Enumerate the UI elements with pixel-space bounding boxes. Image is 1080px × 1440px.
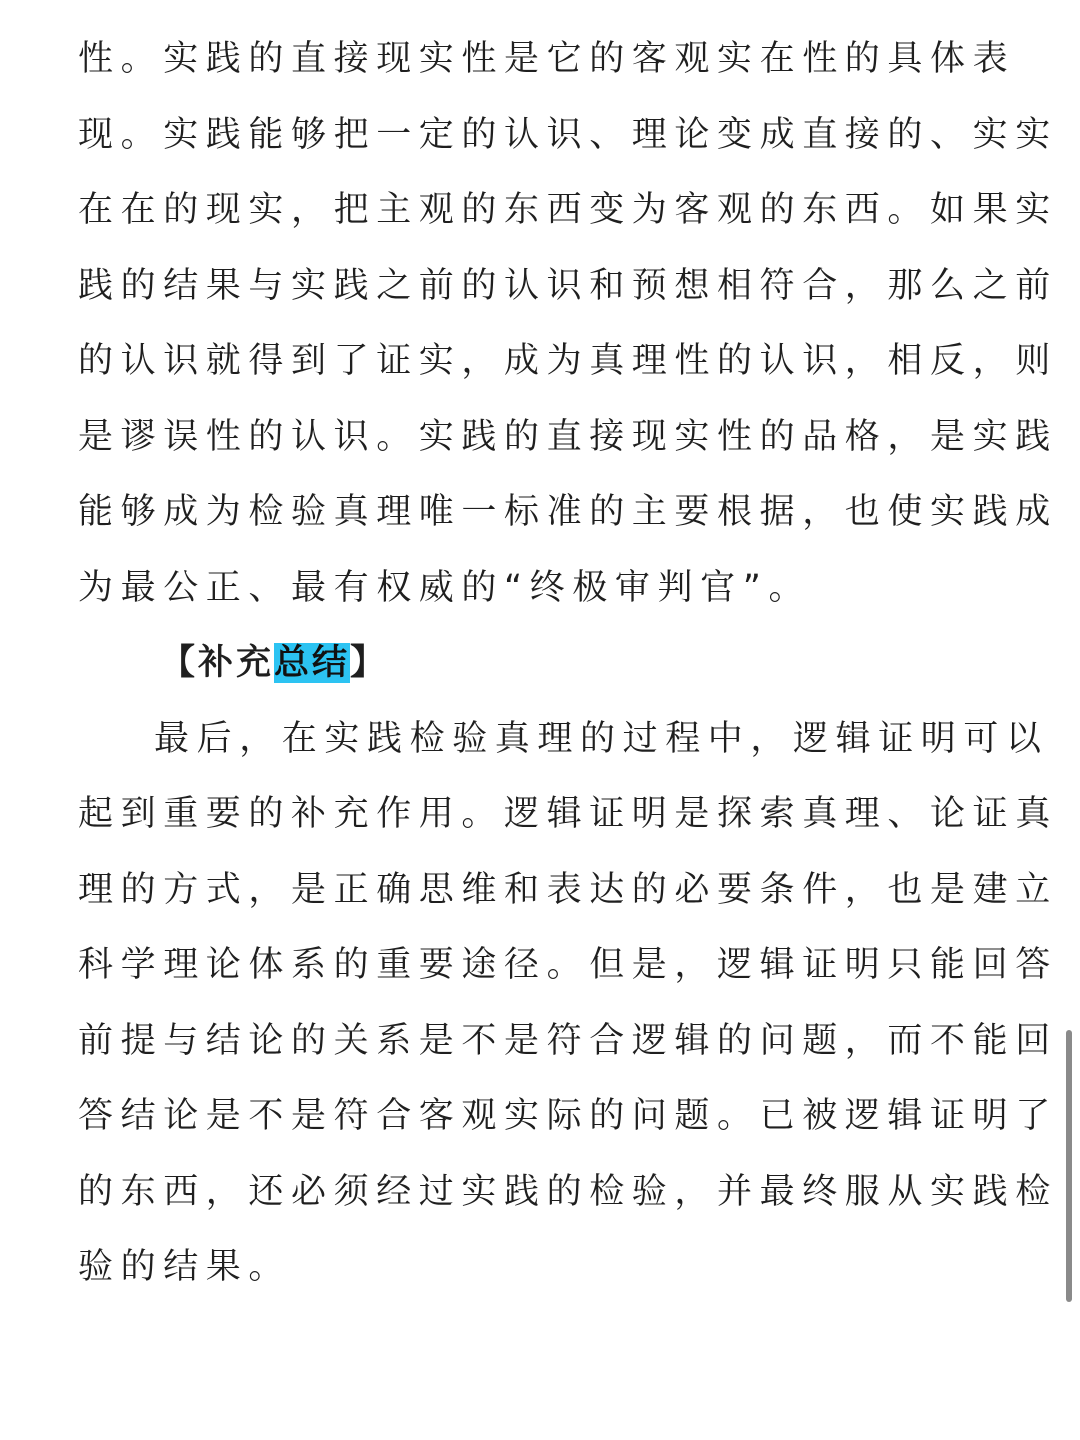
document-body [78, 22, 1058, 1306]
text-line: 前提与结论的关系是不是符合逻辑的问题，而不能回 [78, 1020, 1058, 1061]
text-line: 在在的现实，把主观的东西变为客观的东西。如果实 [78, 190, 1058, 230]
text-line: 理的方式，是正确思维和表达的必要条件，也是建立 [78, 869, 1058, 910]
text-line: 的东西，还必须经过实践的检验，并最终服从实践检 [78, 1171, 1058, 1212]
section-heading [78, 626, 1002, 702]
text-line: 能够成为检验真理唯一标准的主要根据，也使实践成 [78, 492, 1058, 532]
text-line: 答结论是不是符合客观实际的问题。已被逻辑证明了 [78, 1096, 1058, 1136]
text-line: 科学理论体系的重要途径。但是，逻辑证明只能回答 [78, 945, 1058, 985]
text-line: 起到重要的补充作用。逻辑证明是探索真理、论证真 [78, 794, 1058, 834]
highlighted-text[interactable]: 总结 [274, 643, 351, 683]
text-line: 现。实践能够把一定的认识、理论变成直接的、实实 [78, 114, 1058, 155]
text-line: 践的结果与实践之前的认识和预想相符合，那么之前 [78, 265, 1058, 306]
text-line: 为最公正、最有权威的“终极审判官”。 [78, 567, 812, 608]
text-line: 性。实践的直接现实性是它的客观实在性的具体表 [78, 39, 1016, 79]
text-line: 是谬误性的认识。实践的直接现实性的品格，是实践 [78, 416, 1058, 457]
paragraph-first-line: 最后，在实践检验真理的过程中，逻辑证明可以 [154, 718, 1049, 759]
heading-suffix: 】 [350, 643, 389, 683]
text-line: 验的结果。 [78, 1247, 292, 1287]
heading-prefix: 【补充 [160, 643, 275, 683]
vertical-scrollbar[interactable] [1066, 1030, 1072, 1302]
text-line: 的认识就得到了证实，成为真理性的认识，相反，则 [78, 341, 1058, 381]
